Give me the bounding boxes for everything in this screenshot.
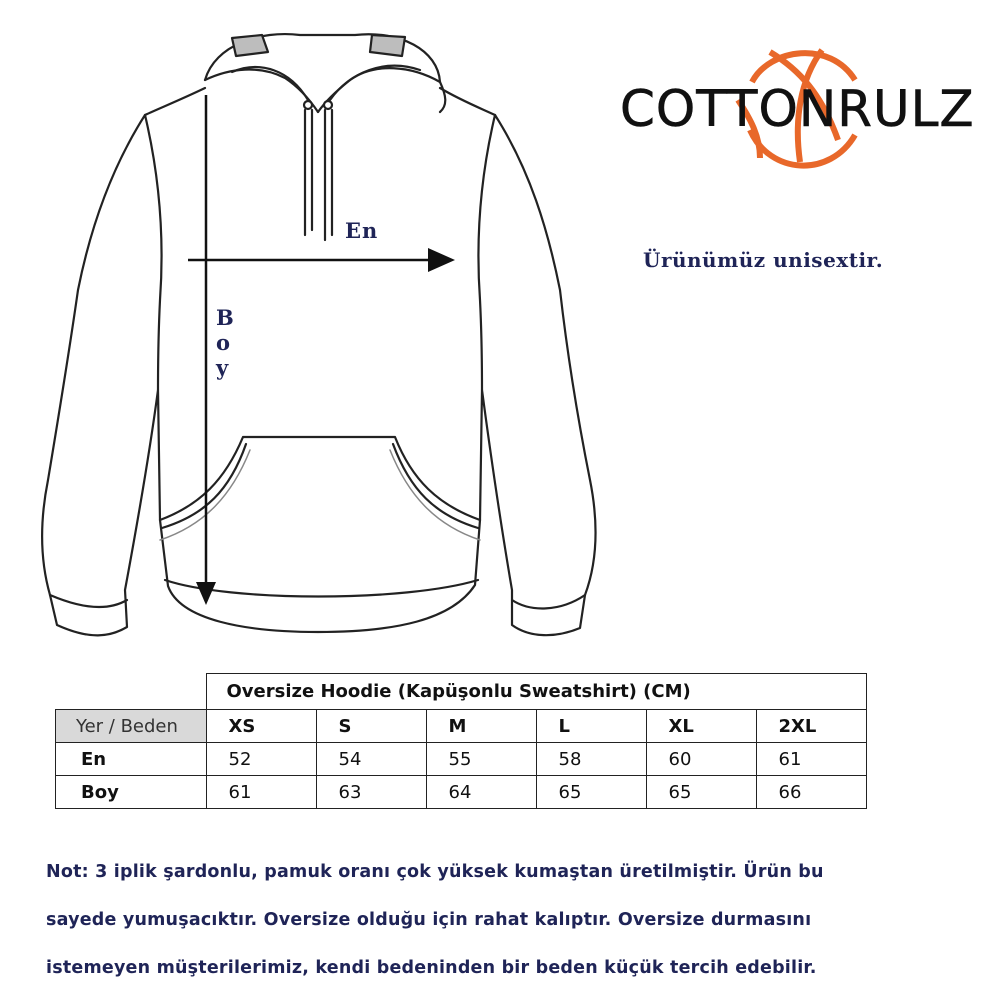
table-row [56, 743, 867, 776]
row-label: En [56, 743, 207, 776]
size-table [55, 673, 867, 809]
row-label: Boy [56, 776, 207, 809]
table-cell: 61 [756, 743, 866, 776]
width-label: En [345, 218, 379, 243]
table-cell: 54 [316, 743, 426, 776]
unisex-note: Ürünümüz unisextir. [643, 248, 884, 272]
table-cell: 63 [316, 776, 426, 809]
size-header: M [426, 710, 536, 743]
table-cell: 66 [756, 776, 866, 809]
note-line: sayede yumuşacıktır. Oversize olduğu için rahat kalıptır. Oversize durmasını [46, 910, 812, 930]
body-outline [42, 88, 595, 635]
table-header-row [56, 710, 867, 743]
brand-name: COTTONRULZ [620, 80, 975, 138]
table-title-row [56, 674, 867, 710]
length-label: Boy [216, 305, 240, 380]
note-line: istemeyen müşterilerimiz, kendi bedeninden bir beden küçük tercih edebilir. [46, 958, 817, 978]
pocket-outline [160, 437, 480, 520]
brand-logo [620, 40, 980, 180]
product-note [46, 848, 966, 992]
size-header: XL [646, 710, 756, 743]
table-cell: 64 [426, 776, 536, 809]
table-cell: 65 [646, 776, 756, 809]
corner-label: Yer / Beden [56, 710, 207, 743]
drawstring [305, 110, 332, 240]
size-header: 2XL [756, 710, 866, 743]
table-blank-cell [56, 674, 207, 710]
hood-lining [232, 35, 268, 56]
note-line: Not: 3 iplik şardonlu, pamuk oranı çok yüksek kumaştan üretilmiştir. Ürün bu [46, 862, 824, 882]
table-cell: 65 [536, 776, 646, 809]
table-cell: 60 [646, 743, 756, 776]
table-row [56, 776, 867, 809]
table-cell: 58 [536, 743, 646, 776]
table-cell: 55 [426, 743, 536, 776]
table-cell: 52 [206, 743, 316, 776]
table-title: Oversize Hoodie (Kapüşonlu Sweatshirt) (CM) [206, 674, 866, 710]
size-header: L [536, 710, 646, 743]
table-cell: 61 [206, 776, 316, 809]
size-header: S [316, 710, 426, 743]
size-header: XS [206, 710, 316, 743]
hoodie-drawing [0, 0, 640, 660]
